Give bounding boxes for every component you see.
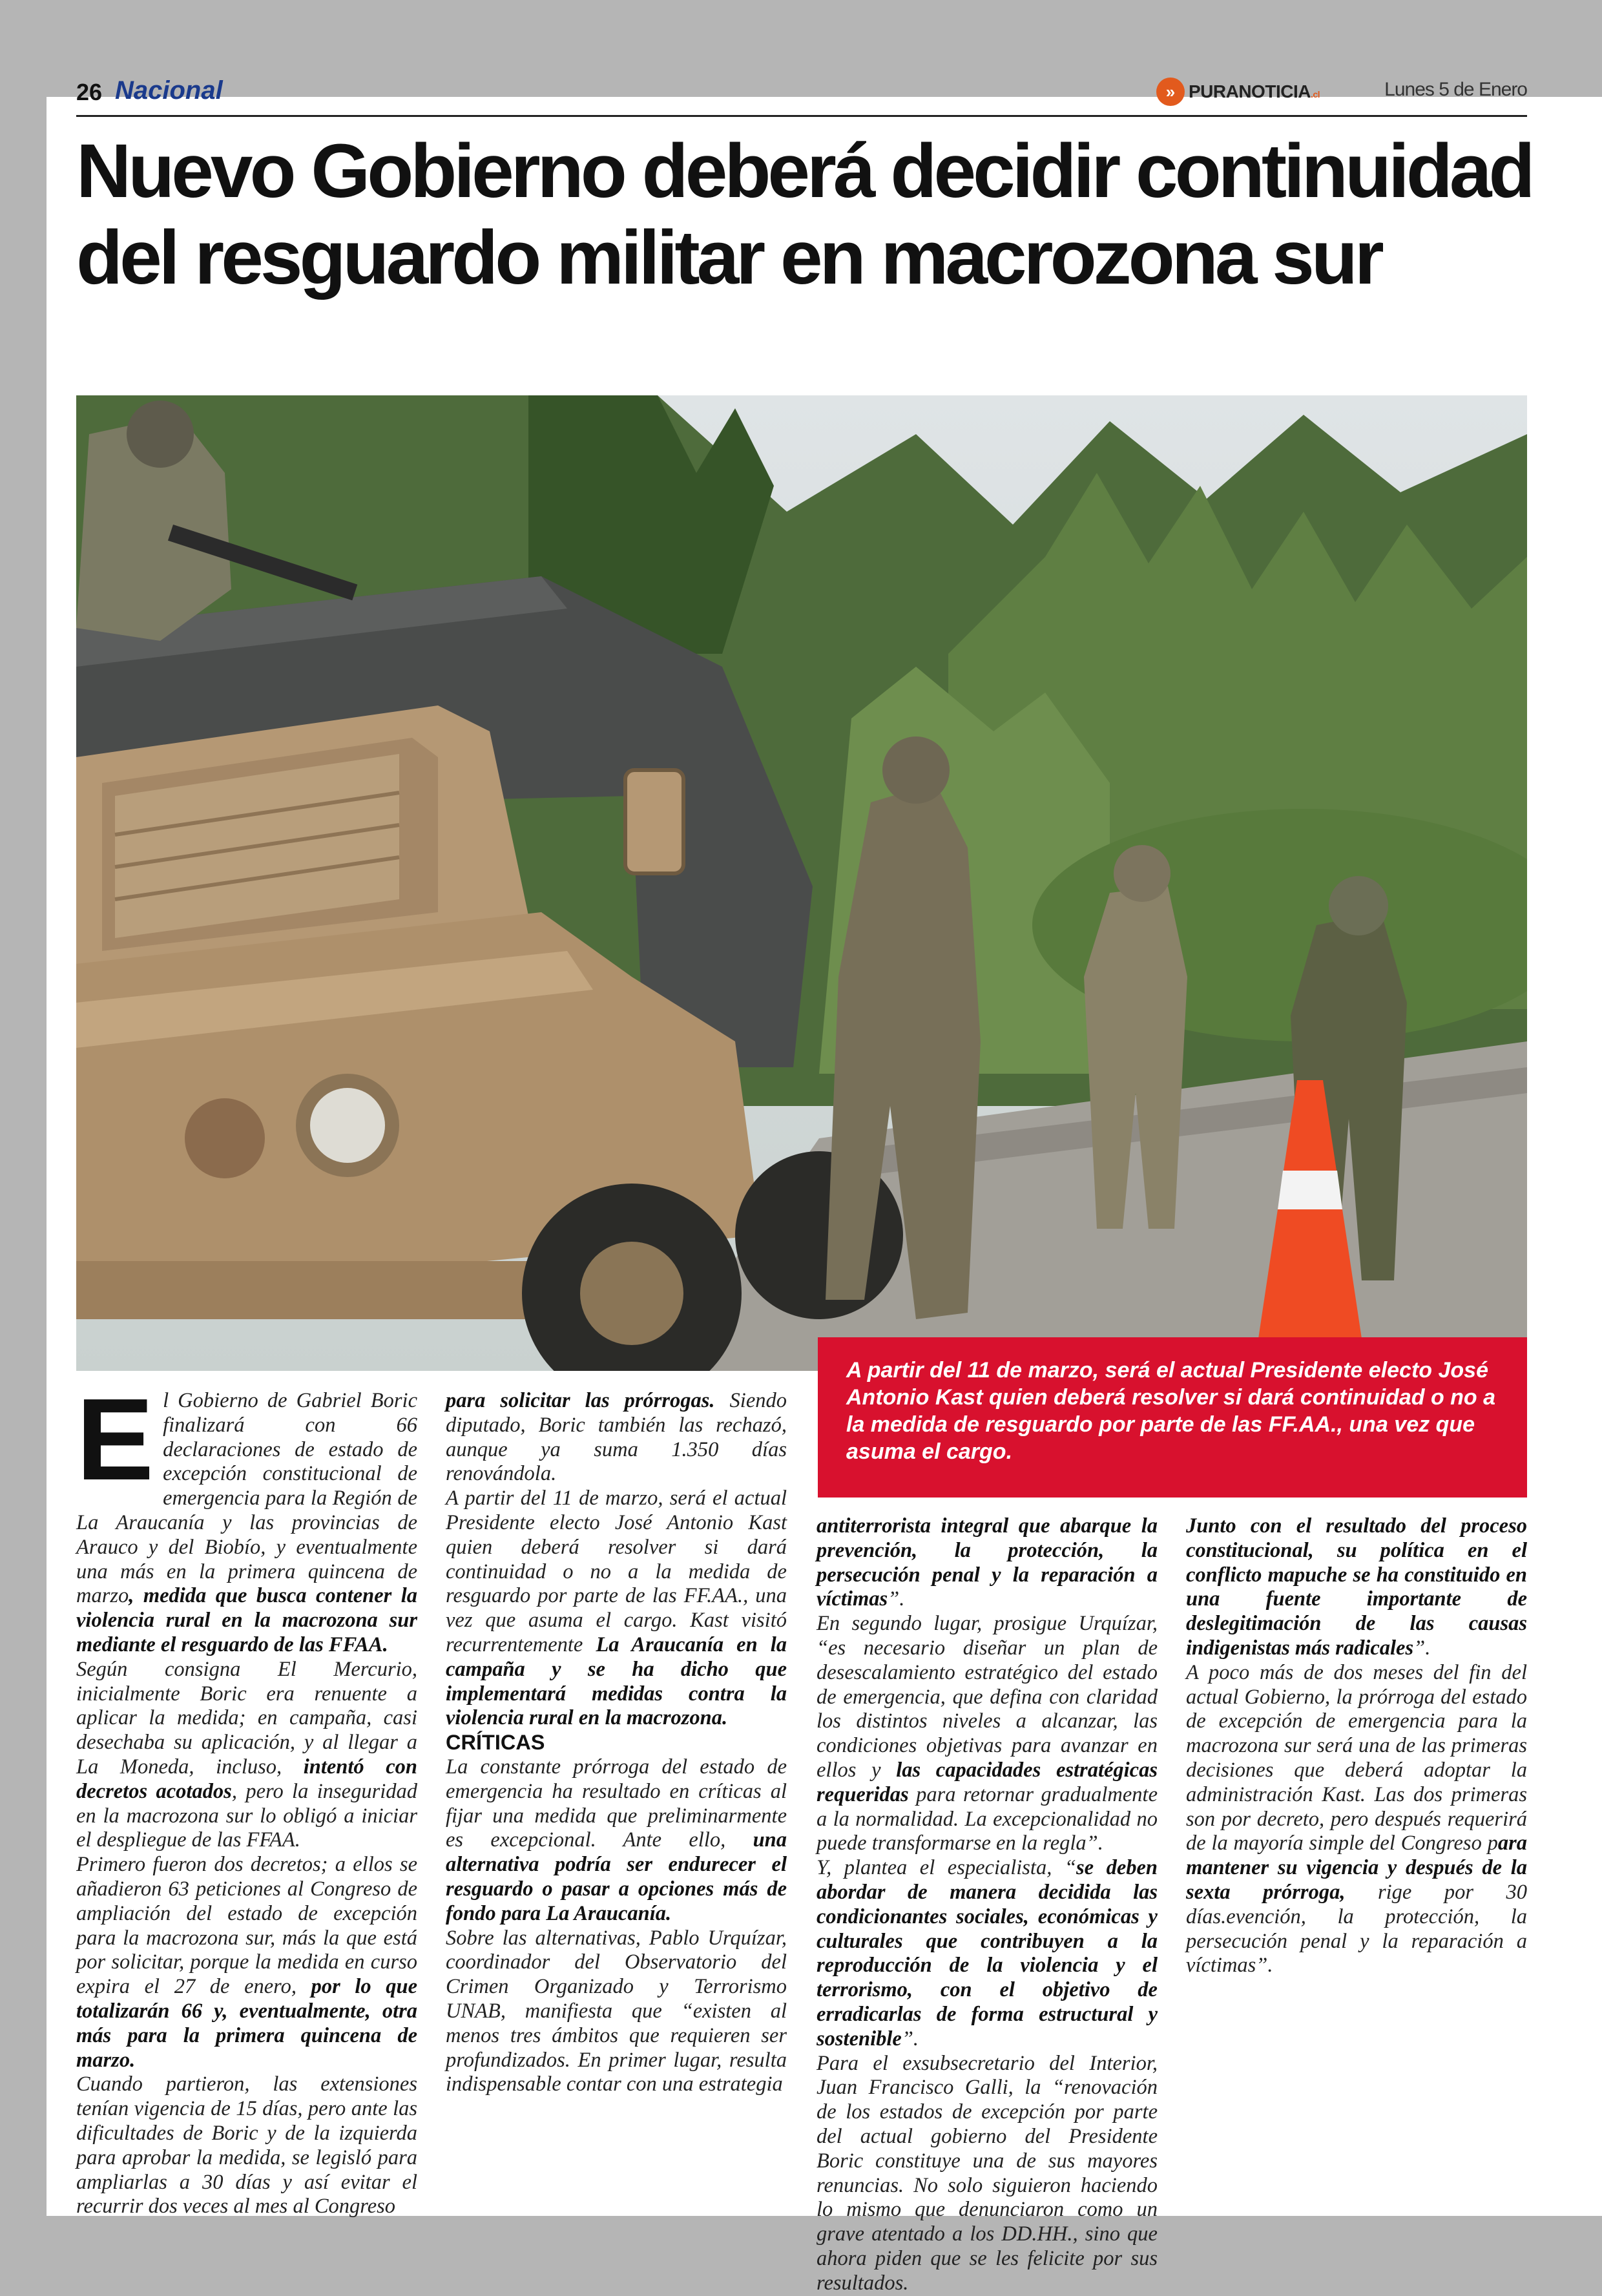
photo-military-vehicle-icon	[76, 395, 1527, 1371]
article-paragraph: Y, plantea el especialista, “se deben abordar de manera decidida las condicionantes sociales, económicas y culturales que contribuyen a la reproducción de la violencia y el terrorismo, con el objetivo de erradicarlas de forma estructural y sostenible”.	[817, 1856, 1158, 2051]
article-paragraph: Para el exsubsecretario del Interior, Juan Francisco Galli, la “renovación de los estados de excepción por parte del actual gobierno del Presidente Boric constituye una de sus mayores renuncias. No solo siguieron haciendo lo mismo que denunciaron como un grave atentado a los DD.HH., sino que ahora piden que se les felicite por sus resultados.	[817, 2051, 1158, 2295]
article-column-3	[817, 1514, 1158, 2296]
drop-cap: E	[76, 1375, 154, 1505]
issue-date: Lunes 5 de Enero	[1384, 79, 1527, 100]
article-paragraph: A partir del 11 de marzo, será el actual Presidente electo José Antonio Kast quien deberá resolver si dará continuidad o no a la medida de resguardo por parte de las FF.AA., una vez que asuma el cargo. Kast visitó recurrentemente La Araucanía en la campaña y se ha dicho que implementará medidas contra la violencia rural en la macrozona.	[446, 1487, 787, 1730]
brand-name: PURANOTICIA.cl	[1189, 81, 1320, 101]
brand-logo	[1156, 76, 1320, 107]
article-column-1	[76, 1375, 417, 2219]
headline: Nuevo Gobierno deberá decidir continuidad del resguardo militar en macrozona sur	[76, 129, 1532, 300]
article-subhead: CRÍTICAS	[446, 1731, 545, 1755]
article-paragraph: Junto con el resultado del proceso constitucional, su política en el conflicto mapuche se ha constituido en una fuente importante de deslegitimación de las causas indigenistas más radicales”.	[1186, 1514, 1527, 1660]
article-paragraph: Cuando partieron, las extensiones tenían vigencia de 15 días, pero ante las dificultades de Boric y de la izquierda para aprobar la medida, se legisló para ampliarlas a 30 días y así evitar el recurrir dos veces al mes al Congreso	[76, 2072, 417, 2218]
play-arrows-icon: »	[1156, 78, 1185, 106]
section-name: Nacional	[115, 76, 223, 105]
article-column-4	[1186, 1514, 1527, 1978]
page-header	[76, 76, 1527, 117]
article-paragraph: antiterrorista integral que abarque la prevención, la protección, la persecución penal y la reparación a víctimas”.	[817, 1514, 1158, 1611]
main-photo	[76, 395, 1527, 1371]
page-number: 26	[76, 79, 103, 105]
article-paragraph: Según consigna El Mercurio, inicialmente Boric era renuente a aplicar la medida; en campaña, casi desechaba su aplicación, y al llegar a La Moneda, incluso, intentó con decretos acotados, pero la inseguridad en la macrozona sur lo obligó a iniciar el despliegue de las FFAA.	[76, 1657, 417, 1852]
article-paragraph: Sobre las alternativas, Pablo Urquízar, coordinador del Observatorio del Crimen Organizado y Terrorismo UNAB, manifiesta que “existen al menos tres ámbitos que requieren ser profundizados. En primer lugar, resulta indispensable contar con una estrategia	[446, 1926, 787, 2096]
photo-caption: A partir del 11 de marzo, será el actual Presidente electo José Antonio Kast quien deberá resolver si dará continuidad o no a la medida de resguardo por parte de las FF.AA., una vez que asuma el cargo.	[818, 1337, 1527, 1498]
article-paragraph: La constante prórroga del estado de emergencia ha resultado en críticas al fijar una medida que preliminarmente es excepcional. Ante ello, una alternativa podría ser endurecer el resguardo o pasar a opciones más de fondo para La Araucanía.	[446, 1755, 787, 1925]
article-column-2	[446, 1389, 787, 2097]
article-paragraph: En segundo lugar, prosigue Urquízar, “es necesario diseñar un plan de desescalamiento estratégico del estado de emergencia, que defina con claridad los distintos niveles a alcanzar, las condiciones objetivas para avanzar en ellos y las capacidades estratégicas requeridas para retornar gradualmente a la normalidad. La excepcionalidad no puede transformarse en la regla”.	[817, 1612, 1158, 1855]
article-paragraph: A poco más de dos meses del fin del actual Gobierno, la prórroga del estado de excepción de emergencia para la macrozona sur será una de las primeras decisiones que deberá adoptar la administración Kast. Las dos primeras son por decreto, pero después requerirá de la mayoría simple del Congreso para mantener su vigencia y después de la sexta prórroga, rige por 30 días.evención, la protección, la persecución penal y la reparación a víctimas”.	[1186, 1660, 1528, 1978]
article-paragraph: El Gobierno de Gabriel Boric finalizará con 66 declaraciones de estado de excepción constitucional de emergencia para la Región de La Araucanía y las provincias de Arauco y del Biobío, y eventualmente una más en la primera quincena de marzo, medida que busca contener la violencia rural en la macrozona sur mediante el resguardo de las FFAA.	[76, 1375, 417, 1656]
article-paragraph: Primero fueron dos decretos; a ellos se añadieron 63 peticiones al Congreso de ampliación del estado de excepción para la macrozona sur, más la que está por solicitar, porque la medida en curso expira el 27 de enero, por lo que totalizarán 66 y, eventualmente, otra más para la primera quincena de marzo.	[76, 1853, 417, 2072]
article-paragraph: para solicitar las prórrogas. Siendo diputado, Boric también las rechazó, aunque ya suma 1.350 días renovándola.	[446, 1389, 787, 1486]
